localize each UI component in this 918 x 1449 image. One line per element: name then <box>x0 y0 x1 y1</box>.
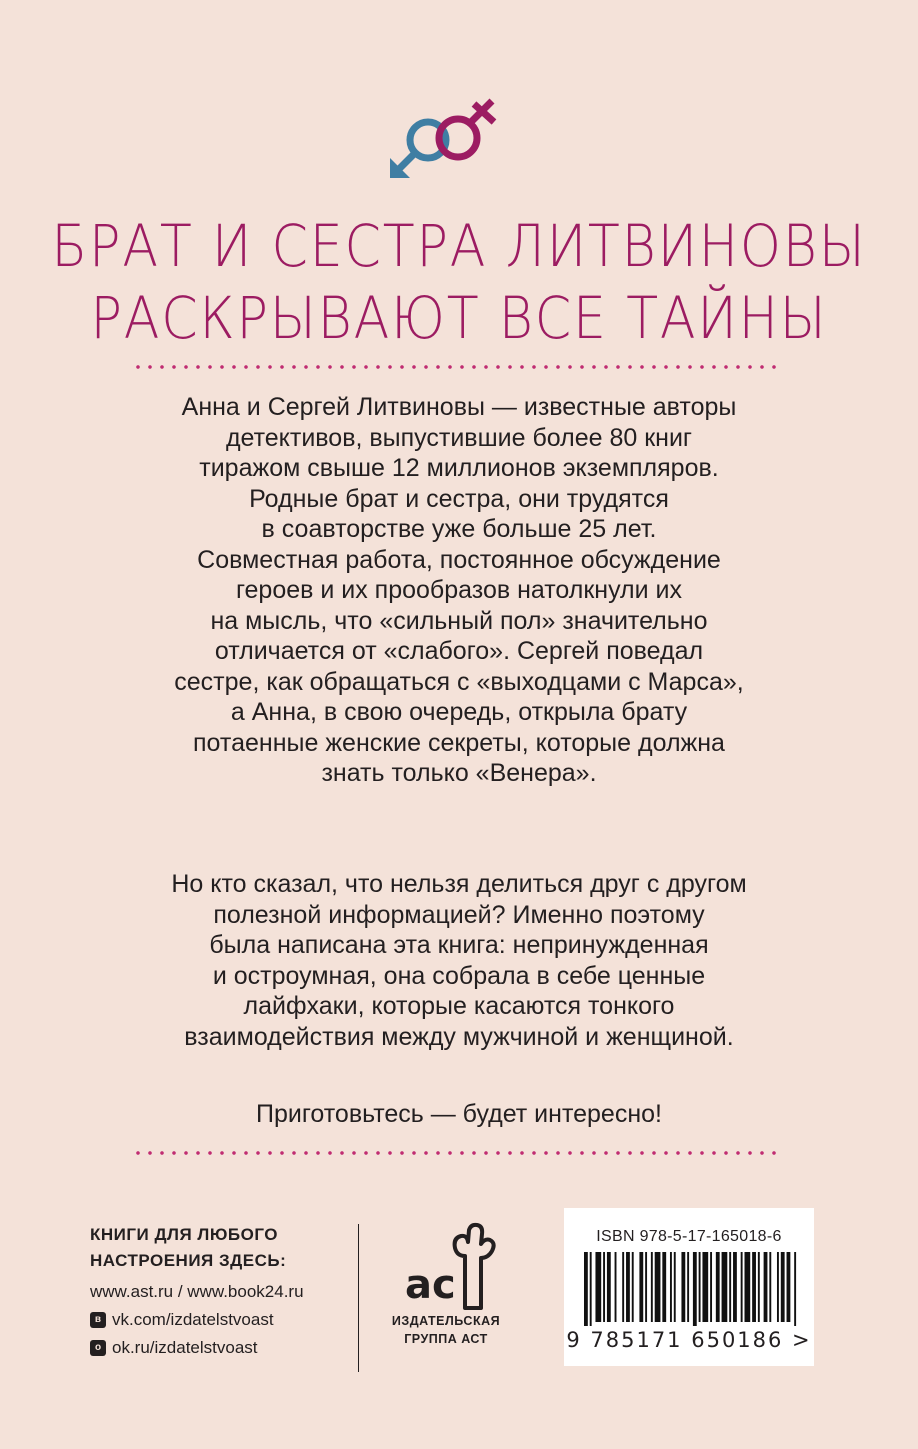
barcode-bar <box>787 1252 791 1322</box>
text-line: Родные брат и сестра, они трудятся <box>249 484 669 513</box>
barcode-bar <box>590 1252 592 1326</box>
barcode-bar <box>655 1252 661 1322</box>
publisher-logo <box>380 1222 512 1348</box>
barcode-panel <box>564 1208 814 1366</box>
barcode-bar <box>716 1252 720 1322</box>
text-line: отличается от «слабого». Сергей поведал <box>214 637 704 665</box>
publisher-name-line-1: ИЗДАТЕЛЬСКАЯ <box>391 1314 501 1328</box>
title-line-1: БРАТ И СЕСТРА ЛИТВИНОВЫ <box>51 212 867 280</box>
barcode-bar <box>651 1252 653 1322</box>
text-line: лайфхаки, которые касаются тонкого <box>243 992 675 1020</box>
barcode-bar <box>670 1252 672 1322</box>
ok-url: ok.ru/izdatelstvoast <box>112 1338 258 1357</box>
barcode-bar <box>595 1252 601 1322</box>
barcode-bar <box>722 1252 728 1322</box>
text-line: была написана эта книга: непринужденная <box>209 931 709 959</box>
text-line: на мысль, что «сильный пол» значительно <box>210 606 708 635</box>
barcode-bar <box>693 1252 697 1326</box>
text-line: героев и их прообразов натолкнули их <box>235 576 683 604</box>
text-line: тиражом свыше 12 миллионов экземпляров. <box>199 454 719 482</box>
barcode-bar <box>794 1252 796 1326</box>
text-line: взаимодействия между мужчиной и женщиной. <box>184 1022 734 1051</box>
barcode-bar <box>741 1252 743 1322</box>
barcode-bar <box>781 1252 785 1322</box>
barcode-bar <box>603 1252 605 1322</box>
website-links[interactable]: www.ast.ru / www.book24.ru <box>90 1282 304 1301</box>
dotted-divider-top <box>132 364 777 370</box>
barcode-bar <box>699 1252 701 1322</box>
barcode-bar <box>764 1252 768 1322</box>
text-line: детективов, выпустившие более 80 книг <box>225 423 693 452</box>
links-heading-line-2: НАСТРОЕНИЯ ЗДЕСЬ: <box>90 1251 287 1270</box>
male-female-symbol-icon <box>388 92 504 180</box>
barcode-bar <box>632 1252 634 1322</box>
ast-logo-text: ac <box>405 1262 456 1308</box>
barcode-bar <box>733 1252 737 1322</box>
isbn-number: ISBN 978-5-17-165018-6 <box>596 1228 782 1245</box>
barcode-bar <box>752 1252 756 1322</box>
title-line-2: РАСКРЫВАЮТ ВСЕ ТАЙНЫ <box>90 284 828 352</box>
text-line: в соавторстве уже больше 25 лет. <box>261 515 657 543</box>
barcode-bar <box>729 1252 731 1322</box>
dotted-divider-bottom <box>132 1150 777 1156</box>
vk-icon: в <box>90 1312 106 1328</box>
barcode-bar <box>681 1252 685 1322</box>
odnoklassniki-icon: о <box>90 1340 106 1356</box>
text-line: знать только «Венера». <box>321 759 597 787</box>
barcode-bar <box>687 1252 689 1322</box>
text-line: полезной информацией? Именно поэтому <box>213 900 705 929</box>
barcode-bar <box>645 1252 647 1322</box>
barcode-digits: 9 785171 650186 > <box>566 1328 812 1352</box>
barcode-bar <box>639 1252 643 1322</box>
ok-link[interactable] <box>90 1336 352 1360</box>
closing-line: Приготовьтесь — будет интересно! <box>256 1100 662 1128</box>
text-line: Но кто сказал, что нельзя делиться друг с другом <box>171 870 747 898</box>
barcode-bar <box>584 1252 588 1326</box>
text-line: а Анна, в свою очередь, открыла брату <box>230 698 688 726</box>
barcode-bar <box>674 1252 676 1322</box>
links-heading <box>90 1222 352 1274</box>
text-line: и остроумная, она собрала в себе ценные <box>212 961 706 990</box>
barcode-bar <box>615 1252 617 1322</box>
publisher-name <box>380 1312 512 1348</box>
barcode-bar <box>702 1252 708 1322</box>
barcode-bar <box>758 1252 760 1322</box>
barcode-icon <box>584 1252 798 1326</box>
links-heading-line-1: КНИГИ ДЛЯ ЛЮБОГО <box>90 1225 278 1244</box>
barcode-bar <box>607 1252 611 1322</box>
text-line: Анна и Сергей Литвиновы — известные авторы <box>181 393 737 421</box>
text-line: Совместная работа, постоянное обсуждение <box>197 545 721 574</box>
text-line: потаенные женские секреты, которые должна <box>193 728 725 757</box>
text-line: сестре, как обращаться с «выходцами с Марса», <box>174 667 744 696</box>
publisher-name-line-2: ГРУППА АСТ <box>404 1332 488 1346</box>
barcode-bar <box>769 1252 771 1322</box>
barcode-bar <box>745 1252 751 1322</box>
ast-logo-icon <box>391 1222 501 1312</box>
vk-url: vk.com/izdatelstvoast <box>112 1310 274 1329</box>
book-title <box>46 210 872 354</box>
barcode-bar <box>626 1252 630 1322</box>
barcode-bar <box>622 1252 624 1322</box>
description-paragraph-1 <box>100 392 818 789</box>
barcode-bar <box>710 1252 712 1322</box>
description-paragraph-2 <box>100 869 818 1052</box>
barcode-bar <box>662 1252 666 1322</box>
vertical-divider <box>358 1224 359 1372</box>
vk-link[interactable] <box>90 1308 352 1332</box>
barcode-bar <box>777 1252 779 1322</box>
links-block <box>90 1222 352 1360</box>
